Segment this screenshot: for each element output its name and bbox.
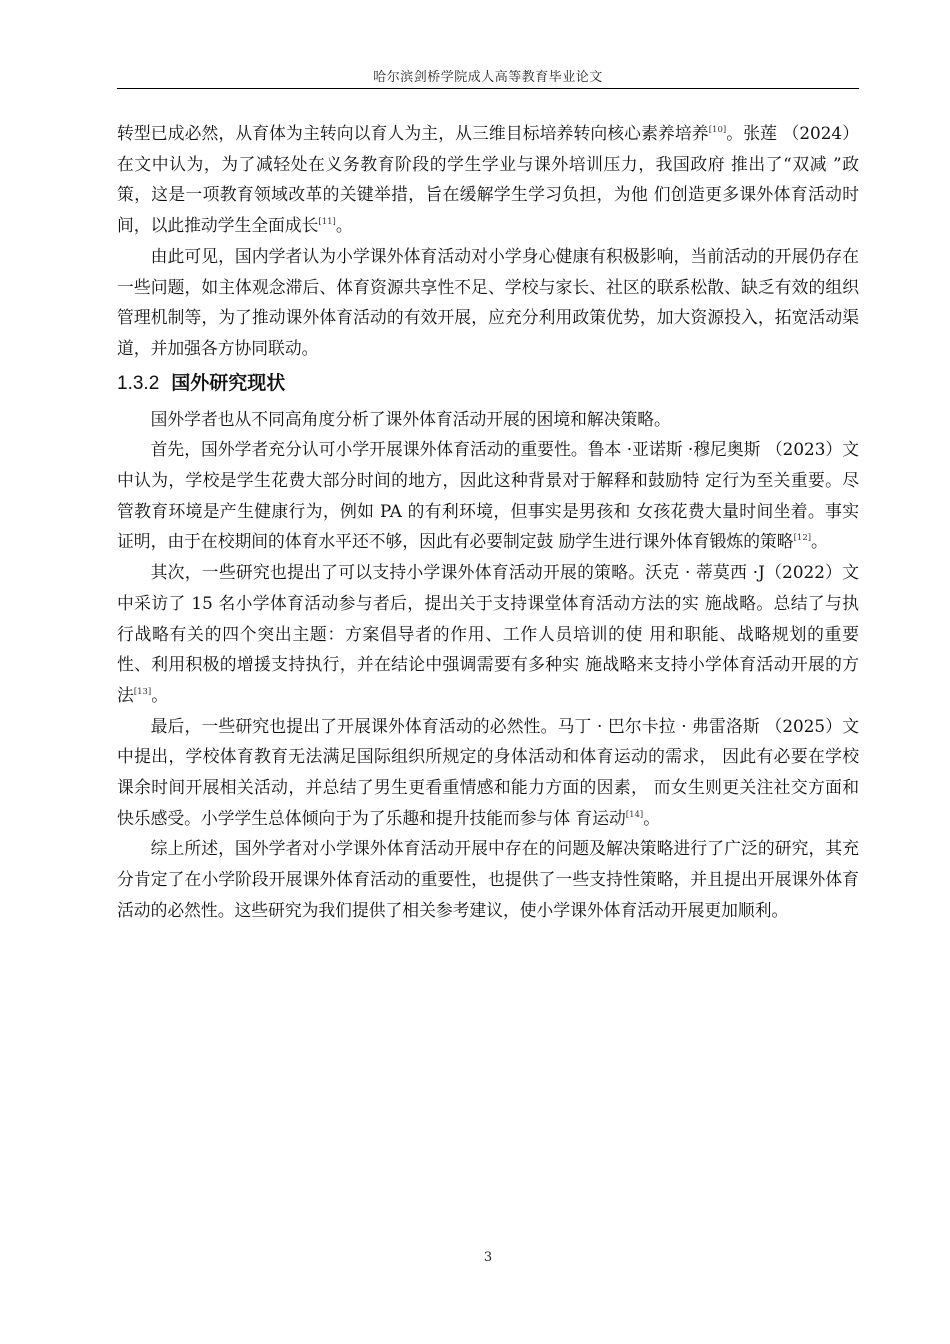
citation-13: [13] [133, 686, 152, 697]
paragraph-1-end: 。 [335, 215, 353, 236]
document-body [117, 118, 859, 926]
paragraph-7 [117, 833, 859, 925]
paragraph-2-text: 由此可见，国内学者认为小学课外体育活动对小学身心健康有积极影响，当前活动的开展仍存在一些问题，如主体观念滞后、体育资源共享性不足、学校与家长、社区的联系松散、缺乏有效的组织管理机制等，为了推动课外体育活动的有效开展，应充分利用政策优势，加大资源投入，拓宽活动渠道，并加强各方协同联动。 [117, 245, 859, 358]
paragraph-1-text-2: 。张莲 （2024）在文中认为，为了减轻处在义务教育阶段的学生学业与课外培训压力，我国政府 推出了“双减 ”政策，这是一项教育领域改革的关键举措，旨在缓解学生学习负担，为他 们创造更多课外体育活动时间，以此推动学生全面成长 [117, 123, 859, 236]
paragraph-5-end: 。 [151, 684, 169, 705]
header-rule [117, 88, 859, 89]
paragraph-3 [117, 404, 859, 435]
paragraph-6-end: 。 [643, 807, 661, 828]
citation-14: [14] [625, 809, 644, 820]
paragraph-4-text: 首先，国外学者充分认可小学开展课外体育活动的重要性。鲁本 ·亚诺斯 ·穆尼奥斯 （2023）文中认为，学校是学生花费大部分时间的地方，因此这种背景对于解释和鼓励特 定行为至关重要。尽管教育环境是产生健康行为，例如 PA 的有利环境，但事实是男孩和 女孩花费大量时间坐着。事实证明，由于在校期间的体育水平还不够，因此有必要制定鼓 励学生进行课外体育锻炼的策略 [117, 439, 859, 552]
paragraph-1 [117, 118, 859, 241]
citation-11: [11] [318, 217, 336, 228]
section-title: 国外研究现状 [171, 371, 286, 394]
citation-10: [10] [708, 125, 727, 135]
citation-12: [12] [793, 533, 812, 544]
paragraph-4 [117, 434, 859, 557]
paragraph-6-text: 最后，一些研究也提出了开展课外体育活动的必然性。马丁 · 巴尔卡拉 · 弗雷洛斯 （2025）文中提出，学校体育教育无法满足国际组织所规定的身体活动和体育运动的需求， 因此有必要在学校课余时间开展相关活动，并总结了男生更看重情感和能力方面的因素， 而女生则更关注社交方面和快乐感受。小学学生总体倾向于为了乐趣和提升技能而参与体 育运动 [117, 715, 859, 828]
section-number: 1.3.2 [117, 372, 160, 394]
section-heading [117, 368, 859, 399]
page-number: 3 [483, 1250, 493, 1265]
paragraph-5 [117, 557, 859, 711]
paragraph-5-text: 其次，一些研究也提出了可以支持小学课外体育活动开展的策略。沃克 · 蒂莫西 ·J（2022）文中采访了 15 名小学体育活动参与者后，提出关于支持课堂体育活动方法的实 施战略。总结了与执行战略有关的四个突出主题：方案倡导者的作用、工作人员培训的使 用和职能、战略规划的重要性、利用积极的增援支持执行，并在结论中强调需要有多种实 施战略来支持小学体育活动开展的方法 [117, 562, 859, 705]
running-header: 哈尔滨剑桥学院成人高等教育毕业论文 [373, 70, 603, 85]
paragraph-1-text: 转型已成必然，从育体为主转向以育人为主，从三维目标培养转向核心素养培养 [117, 123, 709, 143]
paragraph-6 [117, 711, 859, 834]
paragraph-7-text: 综上所述，国外学者对小学课外体育活动开展中存在的问题及解决策略进行了广泛的研究，其充分肯定了在小学阶段开展课外体育活动的重要性，也提供了一些支持性策略，并且提出开展课外体育活动的必然性。这些研究为我们提供了相关参考建议，使小学课外体育活动开展更加顺利。 [117, 838, 859, 920]
paragraph-2 [117, 241, 859, 364]
paragraph-4-end: 。 [811, 531, 828, 552]
paragraph-3-text: 国外学者也从不同高角度分析了课外体育活动开展的困境和解决策略。 [150, 408, 671, 429]
